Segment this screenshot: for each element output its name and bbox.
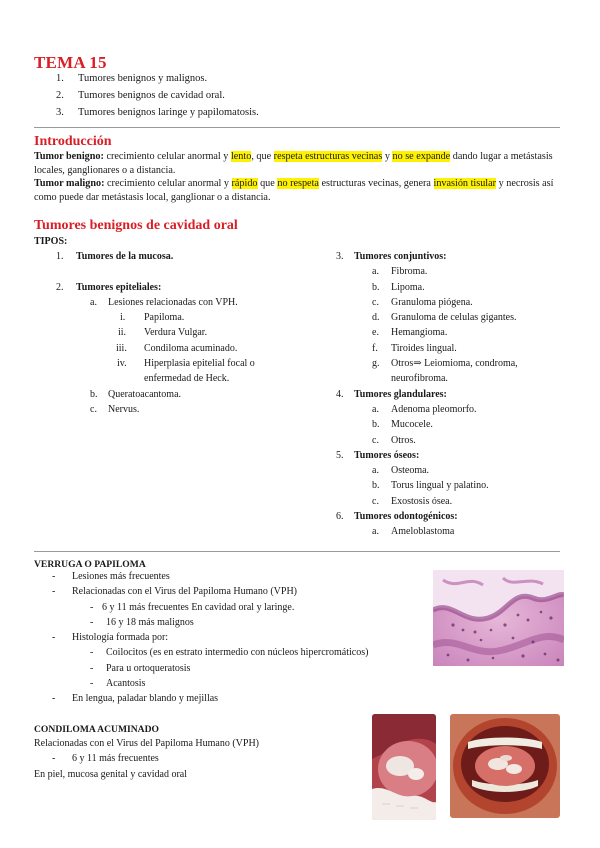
- list-item: g. Otros⇒ Leiomioma, condroma,: [372, 358, 518, 370]
- list-item: c. Otros.: [372, 434, 416, 446]
- list-item: - 6 y 11 más frecuentes En cavidad oral y laringe.: [90, 601, 295, 613]
- list-item: a. Lesiones relacionadas con VPH.: [90, 296, 238, 308]
- list-item: iv. Hiperplasia epitelial focal o: [117, 358, 255, 370]
- verruga-list: [34, 569, 434, 707]
- tema-outline: [56, 70, 259, 121]
- list-item: b. Mucocele.: [372, 419, 433, 431]
- list-item: iii. Condiloma acuminado.: [116, 342, 238, 354]
- histology-illustration: [433, 570, 564, 666]
- list-item: - Relacionadas con el Virus del Papiloma Humano (VPH): [52, 586, 297, 598]
- list-item: En piel, mucosa genital y cavidad oral: [34, 768, 188, 780]
- clinical-photo-lesion-illustration: [372, 714, 436, 820]
- page-title: TEMA 15: [34, 53, 107, 72]
- intro-paragraph: [34, 150, 564, 204]
- right-type-list: 3. Tumores conjuntivos: a. Fibroma. b. Lipoma. c. Granuloma piógena. d. Granuloma de celulas gigantes. e. Hemangioma. f. Tiroides lingual. g. Otros⇒ Leiomioma, condroma, neurofibroma. 4. Tumores glandulares: a. Adenoma pleomorfo. b. Mucocele. c. Otros. 5. Tumores óseos: a. Osteoma. b. Torus lingual y palatino. c. Exostosis ósea. 6. Tumores odontogénicos: a. Ameloblastoma: [300, 249, 570, 540]
- cavidad-heading: Tumores benignos de cavidad oral: [34, 218, 238, 233]
- malignant-definition: Tumor maligno: crecimiento celular anormal y rápido que no respeta estructuras vecinas, genera invasión tisular y necrosis así como puede dar metástasis local, ganglionar o a distancia.: [34, 178, 554, 203]
- list-item: e. Hemangioma.: [372, 327, 448, 339]
- list-item: a. Fibroma.: [372, 266, 428, 278]
- histology-image: [433, 570, 564, 666]
- list-item: - Acantosis: [90, 678, 146, 690]
- intro-heading: Introducción: [34, 134, 112, 149]
- list-item: a. Ameloblastoma: [372, 526, 455, 538]
- divider: [34, 127, 560, 128]
- clinical-photo-lesion: [372, 714, 436, 820]
- list-item: - 16 y 18 más malignos: [90, 616, 194, 628]
- divider: [34, 551, 560, 552]
- list-item: d. Granuloma de celulas gigantes.: [372, 312, 517, 324]
- left-type-list: 1. Tumores de la mucosa. 2. Tumores epiteliales: a. Lesiones relacionadas con VPH. i. Papiloma. ii. Verdura Vulgar. iii. Condiloma acuminado. iv. Hiperplasia epitelial focal o enfermedad de Heck. b. Queratoacantoma. c. Nervus.: [34, 249, 314, 417]
- list-item: a. Osteoma.: [372, 465, 430, 477]
- list-item: b. Torus lingual y palatino.: [372, 480, 489, 492]
- list-item: i. Papiloma.: [120, 312, 185, 324]
- benign-definition: Tumor benigno: crecimiento celular anormal y lento, que respeta estructuras vecinas y no se expande dando lugar a metástasis locales, ganglionares o a distancia.: [34, 151, 553, 176]
- list-item: 2. Tumores epiteliales:: [56, 281, 162, 293]
- list-item: b. Queratoacantoma.: [90, 388, 182, 400]
- tipos-label: TIPOS:: [34, 236, 68, 247]
- list-item: - Para u ortoqueratosis: [90, 662, 191, 674]
- list-item: 6. Tumores odontogénicos:: [336, 511, 458, 523]
- list-item: 1. Tumores de la mucosa.: [56, 251, 174, 262]
- list-item: - Coilocitos (es en estrato intermedio con núcleos hipercromáticos): [90, 647, 369, 659]
- list-item: c. Granuloma piógena.: [372, 296, 473, 308]
- list-item: 5. Tumores óseos:: [336, 449, 420, 461]
- list-item: - 6 y 11 más frecuentes: [52, 753, 159, 765]
- clinical-photo-mouth: [450, 714, 560, 818]
- outline-item: 1. Tumores benignos y malignos.: [56, 73, 208, 84]
- list-item: - Histología formada por:: [52, 632, 169, 644]
- list-item: 3. Tumores conjuntivos:: [336, 251, 447, 262]
- list-item: b. Lipoma.: [372, 281, 425, 293]
- outline-item: 3. Tumores benignos laringe y papilomatosis.: [56, 107, 259, 118]
- list-item: f. Tiroides lingual.: [372, 342, 457, 354]
- outline-item: 2. Tumores benignos de cavidad oral.: [56, 90, 225, 101]
- condiloma-heading: CONDILOMA ACUMINADO: [34, 724, 159, 735]
- clinical-photo-mouth-illustration: [450, 714, 560, 818]
- list-item: c. Nervus.: [90, 403, 140, 415]
- list-item: a. Adenoma pleomorfo.: [372, 403, 477, 415]
- verruga-heading: VERRUGA O PAPILOMA: [34, 559, 146, 570]
- list-item: ii. Verdura Vulgar.: [118, 327, 208, 339]
- list-item: - Lesiones más frecuentes: [52, 571, 170, 582]
- list-item: 4. Tumores glandulares:: [336, 388, 447, 400]
- list-item: Relacionadas con el Virus del Papiloma Humano (VPH): [34, 738, 259, 749]
- list-item: - En lengua, paladar blando y mejillas: [52, 693, 219, 705]
- condiloma-list: [34, 736, 364, 782]
- list-item: c. Exostosis ósea.: [372, 495, 453, 507]
